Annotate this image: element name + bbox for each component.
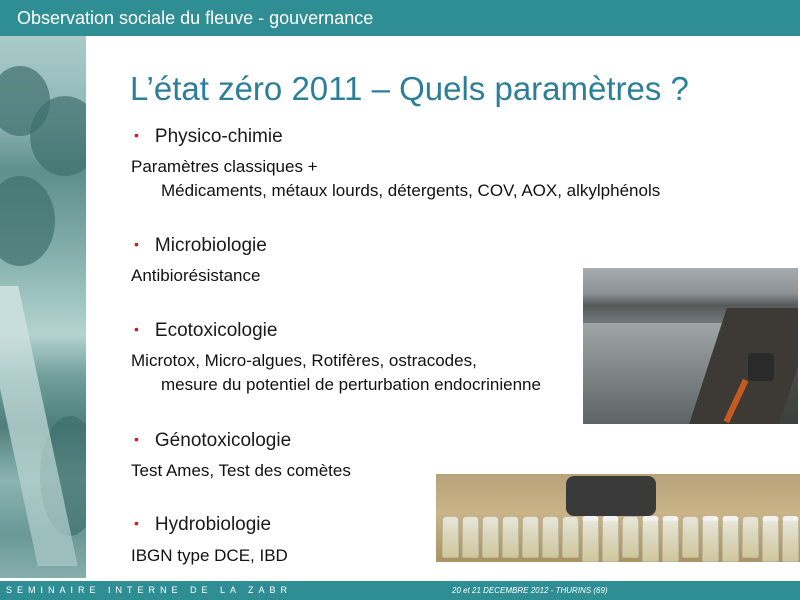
section-heading: Ecotoxicologie: [154, 320, 278, 341]
section-heading: Microbiologie: [154, 235, 267, 256]
section-text-physico-chimie: [131, 155, 660, 203]
header-title: Observation sociale du fleuve - gouvernance: [17, 8, 374, 28]
bullet-icon: •: [134, 127, 139, 143]
section-line: mesure du potentiel de perturbation endocrinienne: [161, 375, 541, 394]
section-line: Test Ames, Test des comètes: [131, 461, 351, 480]
footer-date-location: 20 et 21 DECEMBRE 2012 - THURINS (69): [452, 586, 608, 595]
section-text-hydrobiologie: [131, 544, 288, 568]
bullet-icon: •: [134, 236, 139, 252]
bullet-hydrobiologie: [134, 514, 271, 536]
slide-title: L’état zéro 2011 – Quels paramètres ?: [130, 70, 689, 107]
bullet-physico-chimie: [134, 126, 283, 148]
bullet-icon: •: [134, 321, 139, 337]
section-line: IBGN type DCE, IBD: [131, 546, 288, 565]
frame-divider: [86, 38, 88, 578]
footer-bar: [0, 581, 800, 600]
section-line: Médicaments, métaux lourds, détergents, COV, AOX, alkylphénols: [161, 181, 661, 200]
section-line: Antibiorésistance: [131, 266, 261, 285]
header-divider: [10, 36, 800, 38]
bullet-icon: •: [134, 515, 139, 531]
section-text-microbiologie: [131, 264, 260, 288]
section-line: Microtox, Micro-algues, Rotifères, ostracodes,: [131, 351, 477, 370]
river-sampling-photo: [583, 268, 798, 424]
header-bar: [0, 0, 800, 36]
footer-seminar-label: SEMINAIRE INTERNE DE LA ZABR: [6, 585, 293, 595]
sample-bottles-photo: [436, 474, 800, 562]
section-text-genotoxicologie: [131, 459, 351, 483]
section-text-ecotoxicologie: [131, 349, 541, 397]
section-heading: Physico-chimie: [154, 126, 283, 147]
bullet-microbiologie: [134, 235, 267, 257]
section-heading: Hydrobiologie: [154, 514, 272, 535]
bullet-ecotoxicologie: [134, 320, 277, 342]
bullet-icon: •: [134, 431, 139, 447]
section-line: Paramètres classiques +: [131, 157, 318, 176]
section-heading: Génotoxicologie: [154, 430, 292, 451]
bullet-genotoxicologie: [134, 430, 291, 452]
decorative-river-photo: [0, 36, 86, 578]
